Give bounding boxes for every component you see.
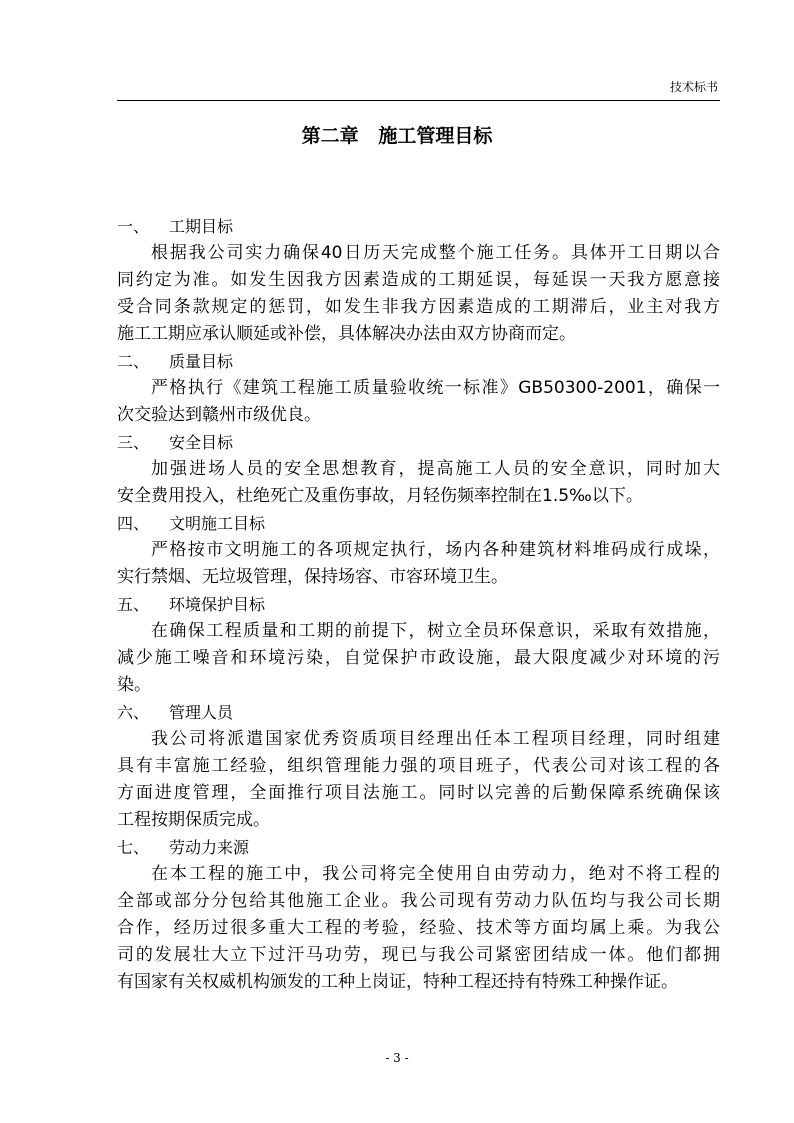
paragraph-line: 司的发展壮大立下过汗马功劳，现已与我公司紧密团结成一体。他们都拥 (117, 945, 720, 965)
section-number: 四、 (117, 514, 150, 533)
paragraph-line: 在确保工程质量和工期的前提下，树立全员环保意识，采取有效措施， (151, 621, 720, 641)
section-title: 管理人员 (169, 703, 234, 722)
section-heading (117, 699, 720, 726)
section-heading (117, 213, 720, 240)
document-body (117, 213, 720, 996)
section-title: 文明施工目标 (169, 514, 266, 533)
header-rule (117, 100, 720, 101)
section-number: 七、 (117, 838, 150, 857)
paragraph-line: 工程按期保质完成。 (117, 810, 270, 830)
paragraph-line: 在本工程的施工中，我公司将完全使用自由劳动力，绝对不将工程的 (151, 864, 720, 884)
chapter-title: 第二章 施工管理目标 (301, 125, 493, 147)
section-title: 劳动力来源 (169, 838, 250, 857)
paragraph-line: 严格按市文明施工的各项规定执行，场内各种建筑材料堆码成行成垛， (151, 540, 720, 560)
section-number: 五、 (117, 595, 150, 614)
section-heading (117, 510, 720, 537)
paragraph-line: 方面进度管理，全面推行项目法施工。同时以完善的后勤保障系统确保该 (117, 783, 720, 803)
paragraph-line: 加强进场人员的安全思想教育，提高施工人员的安全意识，同时加大 (151, 459, 720, 479)
page-number: - 3 - (385, 1051, 409, 1065)
paragraph-line: 具有丰富施工经验，组织管理能力强的项目班子，代表公司对该工程的各 (117, 756, 720, 776)
section-number: 一、 (117, 217, 150, 236)
paragraph-line: 安全费用投入，杜绝死亡及重伤事故，月轻伤频率控制在1.5‰以下。 (117, 486, 643, 506)
paragraph-line: 合作，经历过很多重大工程的考验，经验、技术等方面均属上乘。为我公 (117, 918, 720, 938)
section-number: 二、 (117, 352, 150, 371)
section-title: 安全目标 (169, 433, 234, 452)
section-title: 质量目标 (169, 352, 234, 371)
paragraph-line: 减少施工噪音和环境污染，自觉保护市政设施，最大限度减少对环境的污 (117, 648, 720, 668)
paragraph-line: 实行禁烟、无垃圾管理，保持场容、市容环境卫生。 (117, 567, 508, 587)
paragraph-line: 有国家有关权威机构颁发的工种上岗证，特种工程还持有特殊工种操作证。 (117, 972, 678, 992)
paragraph-line: 我公司将派遣国家优秀资质项目经理出任本工程项目经理，同时组建 (151, 729, 720, 749)
section-number: 三、 (117, 433, 150, 452)
paragraph-line: 全部或部分分包给其他施工企业。我公司现有劳动力队伍均与我公司长期 (117, 891, 720, 911)
paragraph-line: 严格执行《建筑工程施工质量验收统一标准》GB50300-2001，确保一 (151, 378, 720, 398)
paragraph-line: 同约定为准。如发生因我方因素造成的工期延误，每延误一天我方愿意接 (117, 270, 720, 290)
section-heading (117, 834, 720, 861)
section-heading (117, 348, 720, 375)
paragraph-line: 染。 (117, 675, 151, 695)
paragraph-line: 施工工期应承认顺延或补偿，具体解决办法由双方协商而定。 (117, 324, 576, 344)
paragraph-line: 次交验达到赣州市级优良。 (117, 405, 321, 425)
section-title: 环境保护目标 (169, 595, 266, 614)
section-title: 工期目标 (169, 217, 234, 236)
paragraph-line: 根据我公司实力确保40日历天完成整个施工任务。具体开工日期以合 (151, 243, 720, 263)
section-heading (117, 591, 720, 618)
running-header: 技术标书 (669, 80, 718, 94)
paragraph-line: 受合同条款规定的惩罚，如发生非我方因素造成的工期滞后，业主对我方 (117, 297, 720, 317)
section-number: 六、 (117, 703, 150, 722)
section-heading (117, 429, 720, 456)
